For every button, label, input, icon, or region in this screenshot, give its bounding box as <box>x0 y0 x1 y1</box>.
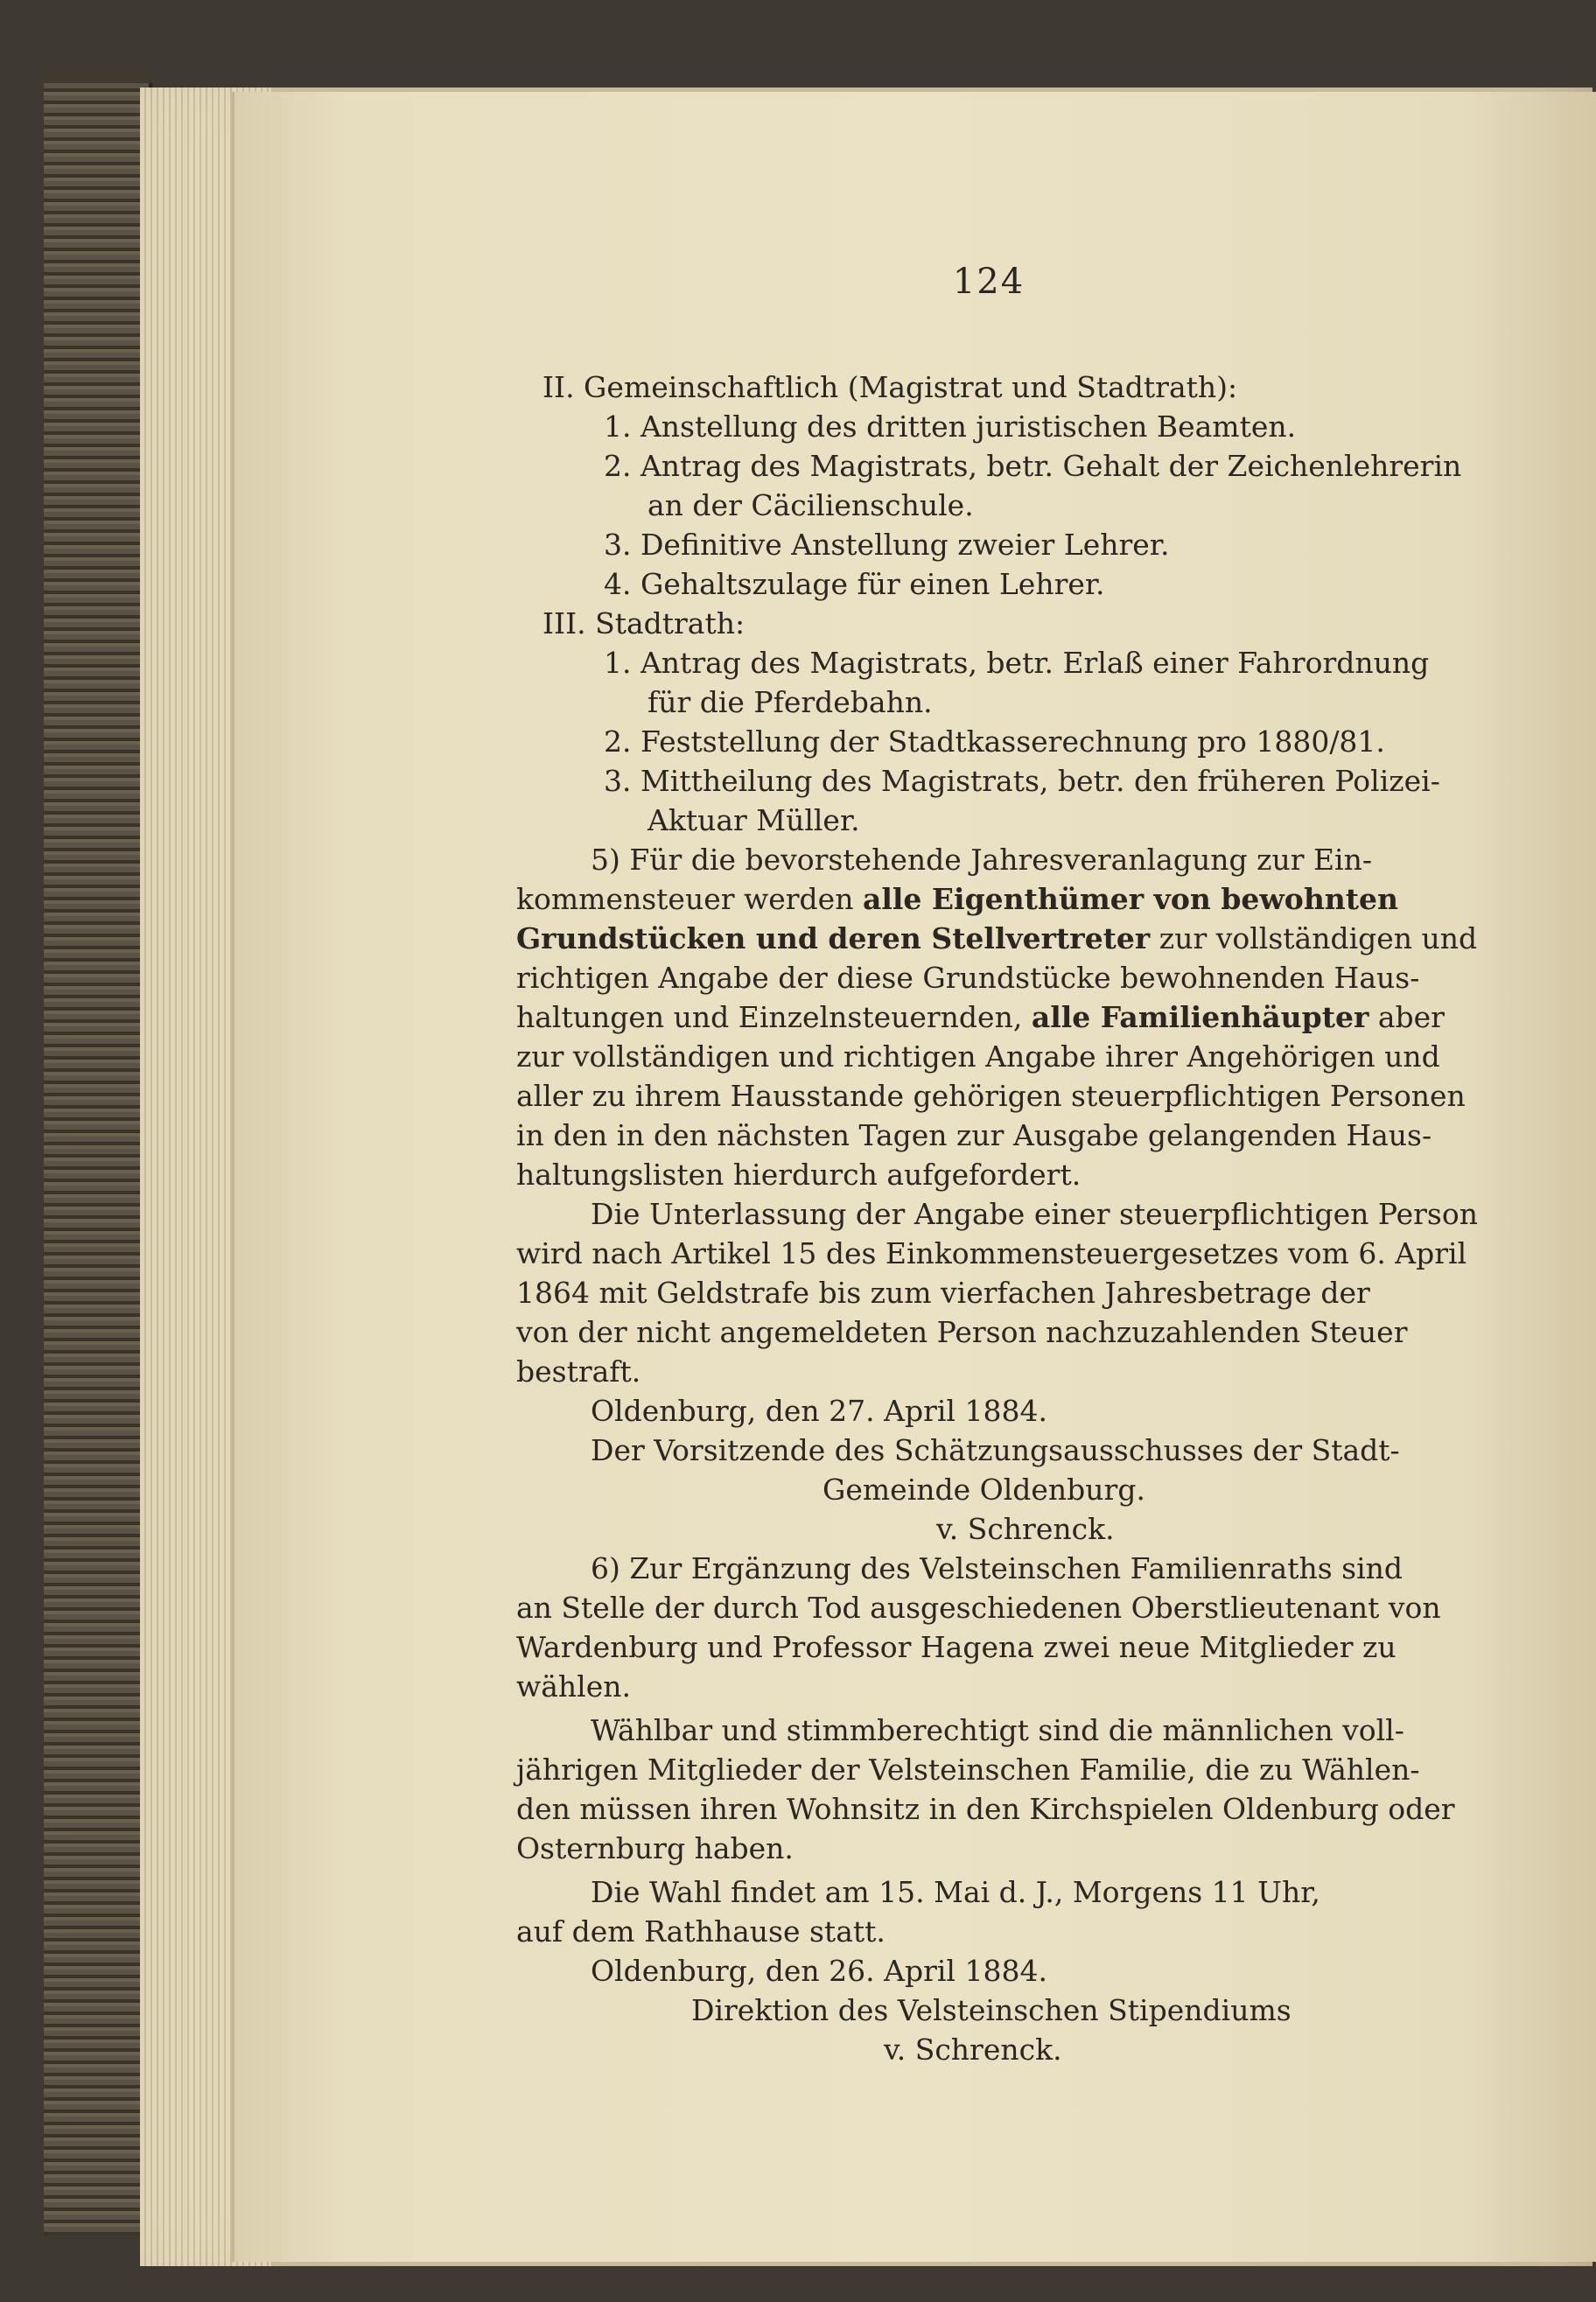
sign6-name: v. Schrenck. <box>884 2033 1062 2067</box>
section-iii-item-1-cont: für die Pferdebahn. <box>648 685 933 719</box>
para5b-line-3: 1864 mit Geldstrafe bis zum vierfachen Jahresbetrage der <box>516 1276 1370 1310</box>
section-iii-item-1: 1. Antrag des Magistrats, betr. Erlaß einer Fahrordnung <box>604 646 1430 680</box>
section-iii-item-2: 2. Feststellung der Stadtkasserechnung pro 1880/81. <box>604 724 1385 759</box>
para5-line-5 <box>516 997 1445 1037</box>
para5-line-5b: alle Familienhäupter <box>1031 1000 1369 1034</box>
section-iii-heading: III. Stadtrath: <box>542 606 746 640</box>
sign5-name: v. Schrenck. <box>936 1512 1115 1546</box>
para5-line-2b: alle Eigenthümer von bewohnten <box>862 882 1399 916</box>
para6b-line-1: Wählbar und stimmberechtigt sind die männlichen voll- <box>591 1713 1404 1747</box>
para5-line-2 <box>516 879 1398 919</box>
section-ii-item-1: 1. Anstellung des dritten juristischen Beamten. <box>604 409 1297 444</box>
sign5-line-1: Der Vorsitzende des Schätzungsausschusses der Stadt- <box>591 1433 1400 1467</box>
sign5-place-date: Oldenburg, den 27. April 1884. <box>591 1394 1047 1428</box>
sign6-line-1: Direktion des Velsteinschen Stipendiums <box>691 1993 1292 2027</box>
para5-line-9: haltungslisten hierdurch aufgefordert. <box>516 1158 1082 1192</box>
para5-line-5a: haltungen und Einzelnsteuernden, <box>516 1000 1032 1034</box>
book-binding <box>44 83 152 2236</box>
para5-line-6: zur vollständigen und richtigen Angabe ihrer Angehörigen und <box>516 1039 1440 1074</box>
para6c-line-2: auf dem Rathhause statt. <box>516 1914 886 1949</box>
section-ii-heading: II. Gemeinschaftlich (Magistrat und Stadtrath): <box>542 370 1238 404</box>
para6-line-3: Wardenburg und Professor Hagena zwei neue Mitglieder zu <box>516 1630 1396 1664</box>
section-ii-item-2: 2. Antrag des Magistrats, betr. Gehalt der Zeichenlehrerin <box>604 449 1462 483</box>
para5-line-5c: aber <box>1368 1000 1445 1034</box>
para5b-line-2: wird nach Artikel 15 des Einkommensteuergesetzes vom 6. April <box>516 1236 1467 1270</box>
para5-line-3 <box>516 919 1477 958</box>
para6-line-1: 6) Zur Ergänzung des Velsteinschen Familienraths sind <box>591 1551 1403 1585</box>
section-ii-item-4: 4. Gehaltszulage für einen Lehrer. <box>604 567 1105 601</box>
para5b-line-1: Die Unterlassung der Angabe einer steuerpflichtigen Person <box>591 1197 1478 1231</box>
para5-line-7: aller zu ihrem Hausstande gehörigen steuerpflichtigen Personen <box>516 1079 1466 1113</box>
para5-line-3a: Grundstücken und deren Stellvertreter <box>516 921 1151 955</box>
para6b-line-3: den müssen ihren Wohnsitz in den Kirchspielen Oldenburg oder <box>516 1792 1455 1826</box>
para5-line-1: 5) Für die bevorstehende Jahresveranlagung zur Ein- <box>591 843 1373 877</box>
para6-line-2: an Stelle der durch Tod ausgeschiedenen Oberstlieutenant von <box>516 1591 1441 1625</box>
para5-line-3b: zur vollständigen und <box>1150 921 1478 955</box>
para6-line-4: wählen. <box>516 1669 632 1704</box>
para5-line-2a: kommensteuer werden <box>516 882 863 916</box>
para5-line-8: in den in den nächsten Tagen zur Ausgabe gelangenden Haus- <box>516 1118 1432 1152</box>
para6b-line-4: Osternburg haben. <box>516 1831 794 1865</box>
para5b-line-5: bestraft. <box>516 1354 641 1389</box>
para5b-line-4: von der nicht angemeldeten Person nachzuzahlenden Steuer <box>516 1315 1408 1349</box>
sign5-line-2: Gemeinde Oldenburg. <box>822 1473 1145 1507</box>
section-iii-item-3-cont: Aktuar Müller. <box>648 803 860 837</box>
para5-line-4: richtigen Angabe der diese Grundstücke bewohnenden Haus- <box>516 961 1420 995</box>
section-iii-item-3: 3. Mittheilung des Magistrats, betr. den früheren Polizei- <box>604 764 1440 798</box>
sign6-place-date: Oldenburg, den 26. April 1884. <box>591 1954 1047 1988</box>
section-ii-item-3: 3. Definitive Anstellung zweier Lehrer. <box>604 528 1170 562</box>
page-number: 124 <box>952 262 1026 302</box>
section-ii-item-2-cont: an der Cäcilienschule. <box>648 488 974 522</box>
para6c-line-1: Die Wahl findet am 15. Mai d. J., Morgens 11 Uhr, <box>591 1875 1320 1909</box>
para6b-line-2: jährigen Mitglieder der Velsteinschen Familie, die zu Wählen- <box>516 1753 1420 1787</box>
